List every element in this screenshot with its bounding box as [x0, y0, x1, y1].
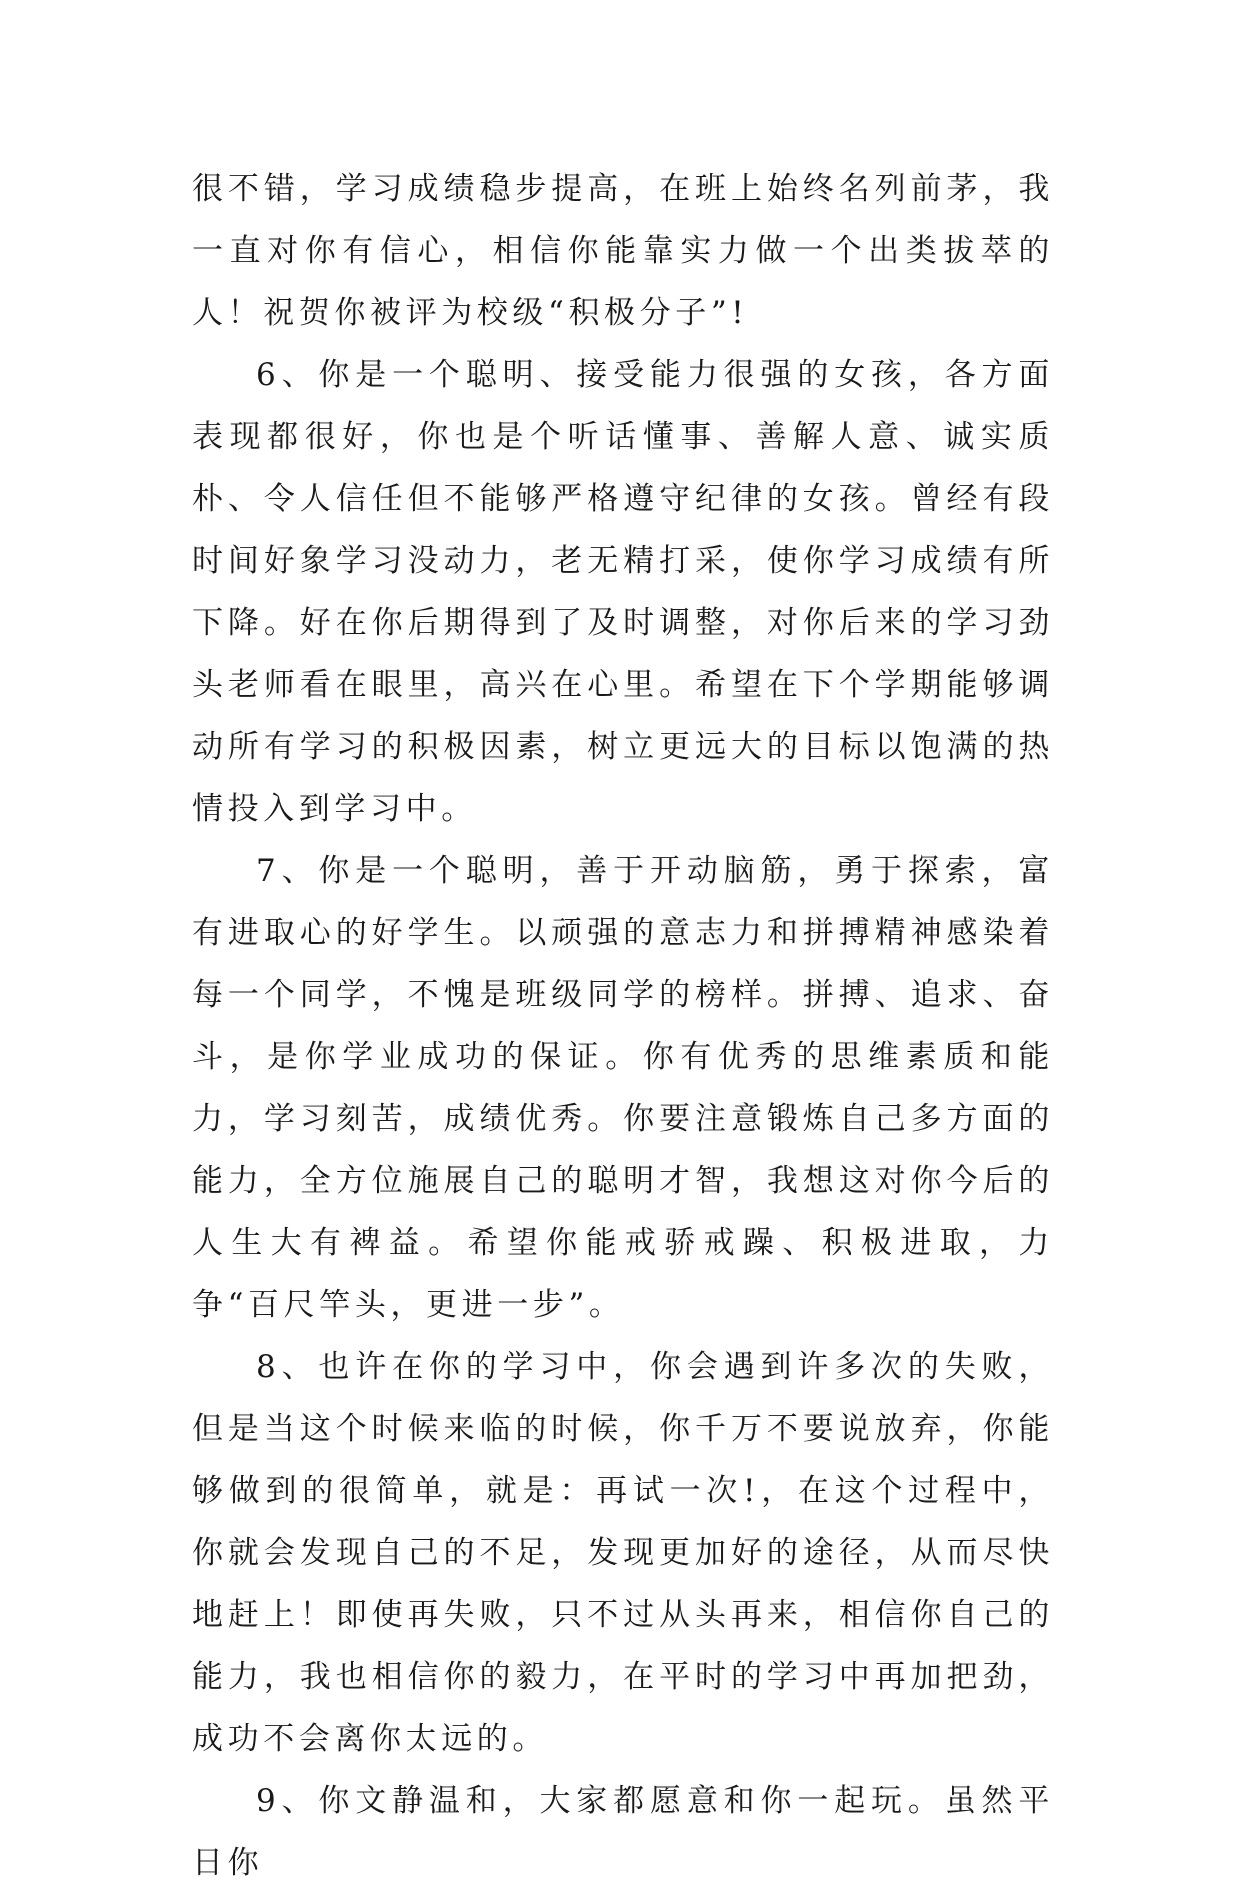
paragraph-8: 8、也许在你的学习中，你会遇到许多次的失败，但是当这个时候来临的时候，你千万不要说放弃，你能够做到的很简单，就是：再试一次!，在这个过程中，你就会发现自己的不足，发现更加好的途径，从而尽快地赶上！即使再失败，只不过从头再来，相信你自己的能力，我也相信你的毅力，在平时的学习中再加把劲，成功不会离你太远的。: [192, 1349, 1054, 1757]
paragraph-continued: 很不错，学习成绩稳步提高，在班上始终名列前茅，我一直对你有信心，相信你能靠实力做一个出类拔萃的人！祝贺你被评为校级“积极分子”!: [192, 171, 1054, 331]
paragraph-7: 7、你是一个聪明，善于开动脑筋，勇于探索，富有进取心的好学生。以顽强的意志力和拼搏精神感染着每一个同学，不愧是班级同学的榜样。拼搏、追求、奋斗，是你学业成功的保证。你有优秀的思维素质和能力，学习刻苦，成绩优秀。你要注意锻炼自己多方面的能力，全方位施展自己的聪明才智，我想这对你今后的人生大有裨益。希望你能戒骄戒躁、积极进取，力争“百尺竿头，更进一步”。: [192, 853, 1054, 1323]
paragraph-9: 9、你文静温和，大家都愿意和你一起玩。虽然平日你: [192, 1783, 1054, 1881]
paragraph-6: 6、你是一个聪明、接受能力很强的女孩，各方面表现都很好，你也是个听话懂事、善解人意、诚实质朴、令人信任但不能够严格遵守纪律的女孩。曾经有段时间好象学习没动力，老无精打采，使你学习成绩有所下降。好在你后期得到了及时调整，对你后来的学习劲头老师看在眼里，高兴在心里。希望在下个学期能够调动所有学习的积极因素，树立更远大的目标以饱满的热情投入到学习中。: [192, 357, 1054, 827]
document-body: [192, 158, 1054, 1894]
